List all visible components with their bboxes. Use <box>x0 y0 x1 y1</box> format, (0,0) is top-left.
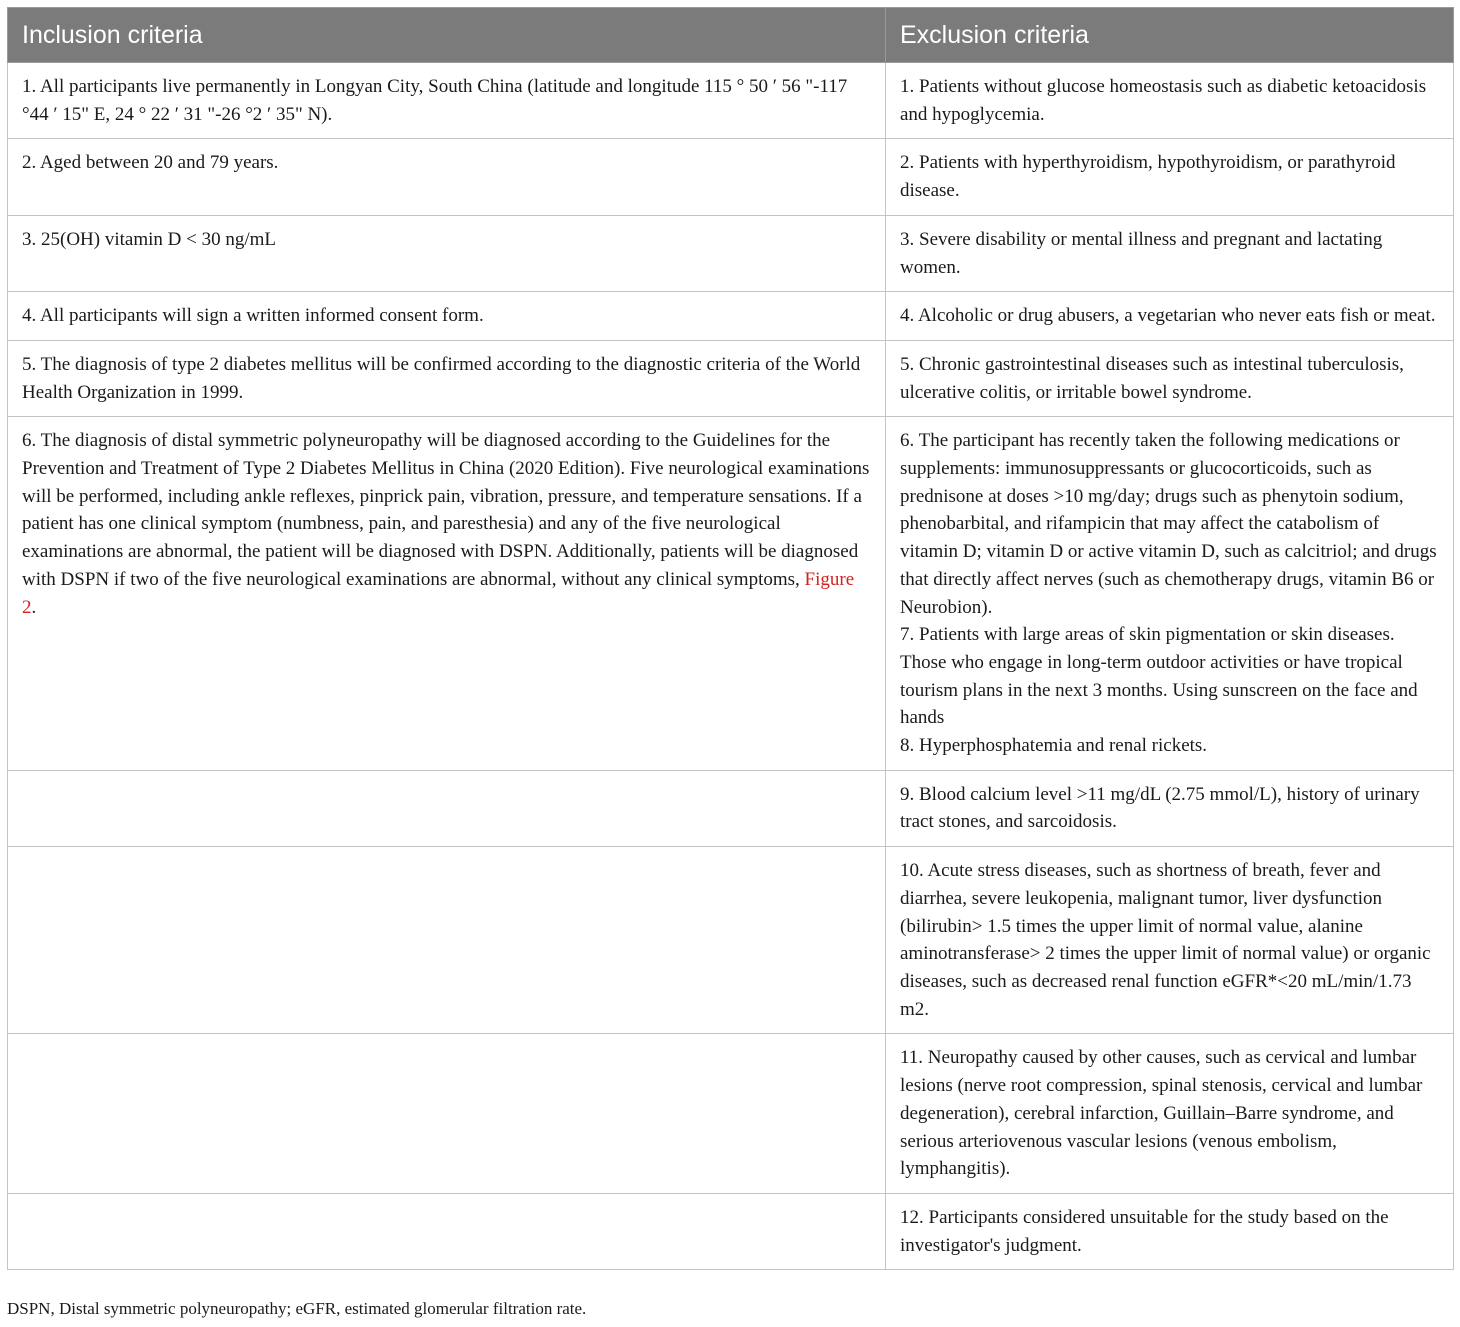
table-row <box>8 417 1454 770</box>
exclusion-cell <box>886 292 1454 341</box>
table-row <box>8 63 1454 139</box>
table-row <box>8 770 1454 846</box>
inclusion-cell: 1. All participants live permanently in Longyan City, South China (latitude and longitude 115 ° 50 ′ 56 "-117 °44 ′ 15" E, 24 ° 22 ′ 31 "-26 °2 ′ 35" N). <box>8 63 886 139</box>
table-row <box>8 139 1454 215</box>
exclusion-item: 8. Hyperphosphatemia and renal rickets. <box>900 735 1208 757</box>
inclusion-cell-empty <box>8 847 886 1034</box>
inclusion-cell <box>8 417 886 770</box>
exclusion-cell <box>886 1193 1454 1269</box>
exclusion-item: 5. Chronic gastrointestinal diseases such as intestinal tuberculosis, ulcerative colitis, or irritable bowel syndrome. <box>900 353 1404 403</box>
inclusion-cell: 3. 25(OH) vitamin D < 30 ng/mL <box>8 215 886 291</box>
inclusion-text-end: . <box>31 596 37 618</box>
exclusion-cell <box>886 63 1454 139</box>
table-footnote: DSPN, Distal symmetric polyneuropathy; eGFR, estimated glomerular filtration rate. <box>7 1299 587 1318</box>
exclusion-item: 12. Participants considered unsuitable for the study based on the investigator's judgment. <box>900 1206 1389 1256</box>
exclusion-cell <box>886 1034 1454 1194</box>
table-row <box>8 1034 1454 1194</box>
inclusion-cell: 5. The diagnosis of type 2 diabetes mellitus will be confirmed according to the diagnostic criteria of the World Health Organization in 1999. <box>8 340 886 416</box>
exclusion-cell <box>886 417 1454 770</box>
inclusion-cell-empty <box>8 1193 886 1269</box>
exclusion-cell <box>886 139 1454 215</box>
exclusion-cell <box>886 847 1454 1034</box>
exclusion-item: 1. Patients without glucose homeostasis such as diabetic ketoacidosis and hypoglycemia. <box>900 76 1427 125</box>
exclusion-item: 10. Acute stress diseases, such as shortness of breath, fever and diarrhea, severe leukopenia, malignant tumor, liver dysfunction (bilirubin> 1.5 times the upper limit of normal value, alanine aminotransferase> 2 times the upper limit of normal value) or organic diseases, such as decreased renal function eGFR*<20 mL/min/1.73 m2. <box>900 860 1431 1020</box>
table-row <box>8 1193 1454 1269</box>
exclusion-item: 2. Patients with hyperthyroidism, hypothyroidism, or parathyroid disease. <box>900 152 1396 202</box>
inclusion-text: 6. The diagnosis of distal symmetric polyneuropathy will be diagnosed according to the Guidelines for the Prevention and Treatment of Type 2 Diabetes Mellitus in China (2020 Edition). Five neurological examinations will be performed, including ankle reflexes, pinprick pain, vibration, pressure, and temperature sensations. If a patient has one clinical symptom (numbness, pain, and paresthesia) and any of the five neurological examinations are abnormal, the patient will be diagnosed with DSPN. Additionally, patients will be diagnosed with DSPN if two of the five neurological examinations are abnormal, without any clinical symptoms, <box>22 430 870 590</box>
criteria-table <box>7 7 1454 1270</box>
table-row <box>8 340 1454 416</box>
header-inclusion: Inclusion criteria <box>8 8 886 63</box>
exclusion-item: 7. Patients with large areas of skin pigmentation or skin diseases. Those who engage in long-term outdoor activities or have tropical tourism plans in the next 3 months. Using sunscreen on the face and hands <box>900 624 1418 729</box>
exclusion-item: 3. Severe disability or mental illness and pregnant and lactating women. <box>900 228 1383 278</box>
inclusion-cell: 4. All participants will sign a written informed consent form. <box>8 292 886 341</box>
inclusion-cell: 2. Aged between 20 and 79 years. <box>8 139 886 215</box>
exclusion-item: 9. Blood calcium level >11 mg/dL (2.75 mmol/L), history of urinary tract stones, and sarcoidosis. <box>900 783 1420 833</box>
exclusion-item: 4. Alcoholic or drug abusers, a vegetarian who never eats fish or meat. <box>900 305 1436 327</box>
inclusion-cell-empty <box>8 770 886 846</box>
exclusion-item: 6. The participant has recently taken the following medications or supplements: immunosuppressants or glucocorticoids, such as prednisone at doses >10 mg/day; drugs such as phenytoin sodium, phenobarbital, and rifampicin that may affect the catabolism of vitamin D; vitamin D or active vitamin D, such as calcitriol; and drugs that directly affect nerves (such as chemotherapy drugs, vitamin B6 or Neurobion). <box>900 430 1437 618</box>
table-header-row <box>8 8 1454 63</box>
table-row <box>8 292 1454 341</box>
exclusion-item: 11. Neuropathy caused by other causes, such as cervical and lumbar lesions (nerve root compression, spinal stenosis, cervical and lumbar degeneration), cerebral infarction, Guillain–Barre syndrome, and serious arteriovenous vascular lesions (venous embolism, lymphangitis). <box>900 1047 1423 1180</box>
exclusion-cell <box>886 770 1454 846</box>
inclusion-cell-empty <box>8 1034 886 1194</box>
table-row <box>8 847 1454 1034</box>
criteria-table-container <box>7 7 1453 1270</box>
header-exclusion: Exclusion criteria <box>886 8 1454 63</box>
table-row <box>8 215 1454 291</box>
exclusion-cell <box>886 215 1454 291</box>
figure-2-link[interactable]: Figure 2 <box>22 568 855 618</box>
exclusion-cell <box>886 340 1454 416</box>
